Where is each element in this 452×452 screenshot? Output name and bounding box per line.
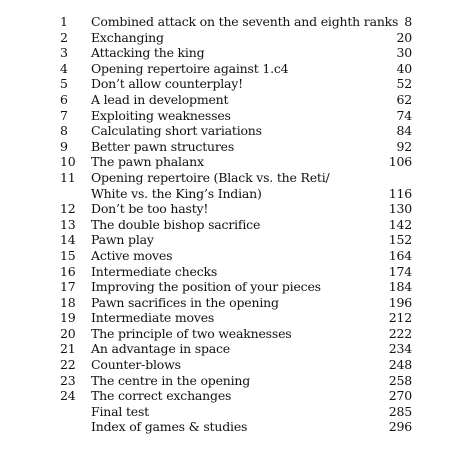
page-number: 30	[396, 45, 412, 61]
chapter-title: Don’t be too hasty!	[91, 201, 209, 217]
toc-entry[interactable]	[0, 264, 452, 280]
toc-entry[interactable]	[0, 108, 452, 124]
page-number: 84	[396, 123, 412, 139]
page-number: 270	[388, 388, 412, 404]
chapter-title: Exchanging	[91, 29, 164, 45]
chapter-title: The double bishop sacrifice	[91, 216, 261, 232]
chapter-number: 23	[60, 372, 76, 388]
chapter-title: Intermediate checks	[91, 263, 218, 279]
page-number: 234	[388, 341, 412, 357]
page-number: 92	[396, 138, 412, 154]
toc-entry[interactable]	[0, 248, 452, 264]
toc-entry[interactable]	[0, 341, 452, 357]
chapter-title: Pawn sacrifices in the opening	[91, 294, 279, 310]
toc-entry[interactable]	[0, 201, 452, 217]
table-of-contents	[0, 14, 452, 435]
chapter-number: 13	[60, 216, 76, 232]
toc-entry[interactable]	[0, 61, 452, 77]
chapter-title: Don’t allow counterplay!	[91, 76, 243, 92]
toc-entry[interactable]	[0, 92, 452, 108]
toc-entry-final-test[interactable]	[0, 404, 452, 420]
chapter-title: Combined attack on the seventh and eighth ranks	[91, 14, 399, 29]
chapter-number: 17	[60, 279, 76, 295]
chapter-title: Attacking the king	[91, 45, 205, 61]
chapter-number: 21	[60, 341, 76, 357]
chapter-number: 22	[60, 357, 76, 373]
chapter-number: 7	[60, 107, 68, 123]
page-number: 130	[388, 201, 412, 217]
chapter-title: A lead in development	[91, 91, 229, 107]
chapter-title	[91, 170, 330, 201]
chapter-title: The centre in the opening	[91, 372, 251, 388]
toc-entry[interactable]	[0, 45, 452, 61]
chapter-title-line: White vs. the King’s Indian)	[91, 185, 262, 201]
toc-entry-index[interactable]	[0, 419, 452, 435]
chapter-title: Improving the position of your pieces	[91, 279, 321, 295]
page-number: 174	[388, 263, 412, 279]
toc-entry[interactable]	[0, 232, 452, 248]
chapter-number: 16	[60, 263, 76, 279]
chapter-number: 9	[60, 138, 68, 154]
chapter-number: 10	[60, 154, 76, 170]
page-number: 258	[388, 372, 412, 388]
toc-entry[interactable]	[0, 279, 452, 295]
chapter-number: 5	[60, 76, 68, 92]
page-number: 62	[396, 91, 412, 107]
chapter-number: 2	[60, 29, 68, 45]
chapter-number: 19	[60, 310, 76, 326]
page-number: 248	[388, 357, 412, 373]
section-title: Index of games & studies	[91, 419, 248, 435]
chapter-number: 1	[60, 14, 68, 29]
chapter-number: 3	[60, 45, 68, 61]
chapter-number: 18	[60, 294, 76, 310]
chapter-number: 15	[60, 247, 76, 263]
page-number: 20	[396, 29, 412, 45]
page-number: 52	[396, 76, 412, 92]
chapter-number: 14	[60, 232, 76, 248]
page-number: 296	[388, 419, 412, 435]
chapter-number: 4	[60, 60, 68, 76]
page-number: 116	[388, 185, 412, 201]
toc-entry[interactable]	[0, 217, 452, 233]
page-number: 8	[404, 14, 412, 29]
chapter-number: 12	[60, 201, 76, 217]
chapter-title: The principle of two weaknesses	[91, 325, 292, 341]
page-number: 106	[388, 154, 412, 170]
chapter-number: 20	[60, 325, 76, 341]
toc-entry[interactable]	[0, 326, 452, 342]
page-number: 196	[388, 294, 412, 310]
chapter-title: Active moves	[91, 247, 173, 263]
toc-entry[interactable]	[0, 123, 452, 139]
toc-entry[interactable]	[0, 170, 452, 201]
chapter-title: Exploiting weaknesses	[91, 107, 231, 123]
page-number: 142	[388, 216, 412, 232]
toc-entry[interactable]	[0, 30, 452, 46]
chapter-number: 24	[60, 388, 76, 404]
chapter-title: Intermediate moves	[91, 310, 215, 326]
chapter-title: Counter-blows	[91, 357, 181, 373]
page-number: 40	[396, 60, 412, 76]
page-number: 152	[388, 232, 412, 248]
toc-entry[interactable]	[0, 310, 452, 326]
toc-entry[interactable]	[0, 154, 452, 170]
toc-entry[interactable]	[0, 295, 452, 311]
toc-entry[interactable]	[0, 373, 452, 389]
chapter-title: An advantage in space	[91, 341, 231, 357]
toc-entry[interactable]	[0, 14, 452, 30]
chapter-number: 6	[60, 91, 68, 107]
chapter-title: Better pawn structures	[91, 138, 235, 154]
chapter-title: The pawn phalanx	[91, 154, 204, 170]
page-number: 222	[388, 325, 412, 341]
toc-entry[interactable]	[0, 357, 452, 373]
page-number: 285	[388, 403, 412, 419]
page-number: 74	[396, 107, 412, 123]
page-number: 184	[388, 279, 412, 295]
toc-entry[interactable]	[0, 139, 452, 155]
chapter-number: 8	[60, 123, 68, 139]
toc-entry[interactable]	[0, 76, 452, 92]
chapter-title: Pawn play	[91, 232, 154, 248]
chapter-title: Calculating short variations	[91, 123, 262, 139]
chapter-title-line: Opening repertoire (Black vs. the Reti/	[91, 169, 330, 185]
page-number: 164	[388, 247, 412, 263]
chapter-title: The correct exchanges	[91, 388, 232, 404]
chapter-number: 11	[60, 169, 76, 185]
page-number: 212	[388, 310, 412, 326]
chapter-title: Opening repertoire against 1.c4	[91, 60, 289, 76]
section-title: Final test	[91, 403, 150, 419]
toc-entry[interactable]	[0, 388, 452, 404]
